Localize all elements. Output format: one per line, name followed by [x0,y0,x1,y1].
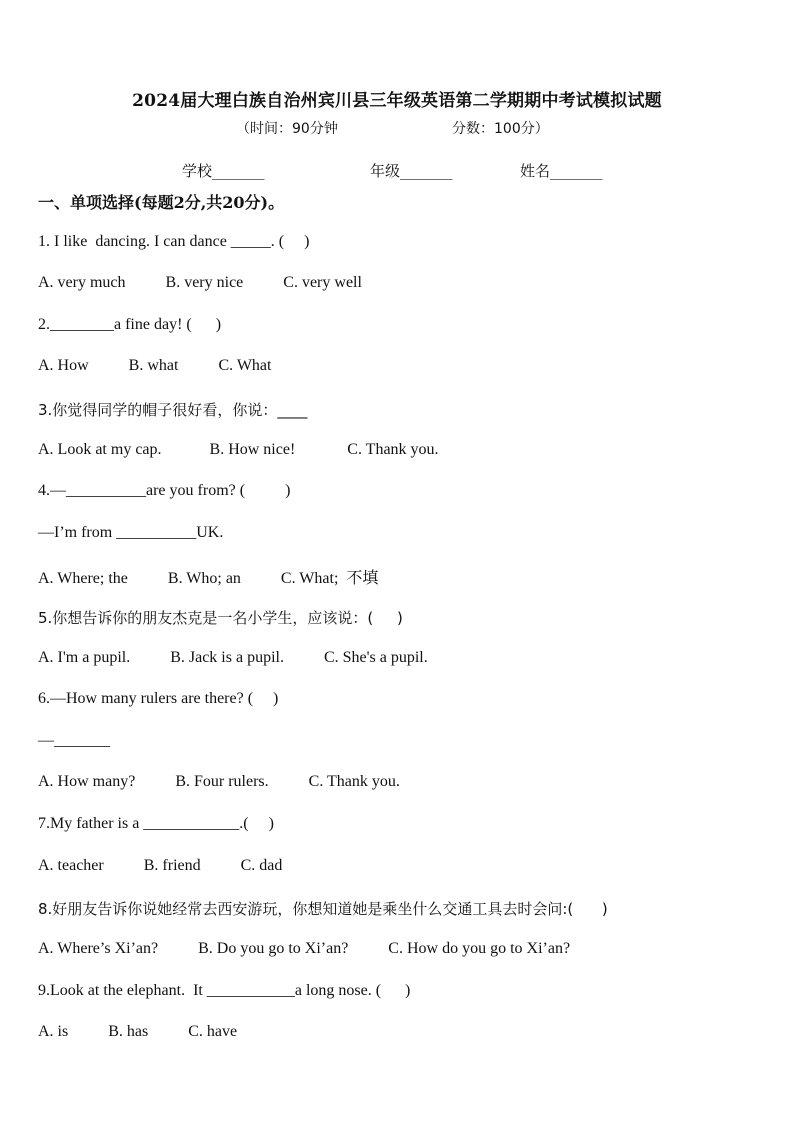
question-8: 8.好朋友告诉你说她经常去西安游玩，你想知道她是乘坐什么交通工具去时会问:( ) [38,900,608,918]
question-4-answer-line: —I’m from __________UK. [38,524,224,541]
exam-title: 2024届大理白族自治州宾川县三年级英语第二学期期中考试模拟试题 [132,91,662,111]
school-field: 学校_______ [182,162,265,180]
question-9: 9.Look at the elephant. It ___________a long nose. ( ) [38,982,411,999]
question-6-options: A. How many? B. Four rulers. C. Thank you. [38,773,400,790]
question-1: 1. I like dancing. I can dance _____. ( ) [38,233,310,250]
grade-field: 年级_______ [370,162,453,180]
question-4: 4.—__________are you from? ( ) [38,482,291,499]
exam-time: （时间：90分钟 [236,121,338,137]
question-7-options: A. teacher B. friend C. dad [38,857,283,874]
question-3: 3.你觉得同学的帽子很好看，你说：____ [38,401,308,419]
question-2: 2.________a fine day! ( ) [38,316,222,333]
name-field: 姓名_______ [520,162,603,180]
question-7: 7.My father is a ____________.( ) [38,815,274,832]
question-8-options: A. Where’s Xi’an? B. Do you go to Xi’an? C. How do you go to Xi’an? [38,940,571,957]
question-4-options: A. Where; the B. Who; an C. What; 不填 [38,570,379,587]
exam-score: 分数：100分） [452,121,549,137]
section-title: 一、单项选择(每题2分,共20分)。 [38,193,285,212]
question-6: 6.—How many rulers are there? ( ) [38,690,279,707]
question-5: 5.你想告诉你的朋友杰克是一名小学生，应该说：( ) [38,609,403,627]
question-6-answer-line: —_______ [38,732,110,749]
question-2-options: A. How B. what C. What [38,357,272,374]
question-5-options: A. I'm a pupil. B. Jack is a pupil. C. She's a pupil. [38,649,428,666]
question-9-options: A. is B. has C. have [38,1023,238,1040]
question-1-options: A. very much B. very nice C. very well [38,274,362,291]
question-3-options: A. Look at my cap. B. How nice! C. Thank you. [38,441,439,458]
